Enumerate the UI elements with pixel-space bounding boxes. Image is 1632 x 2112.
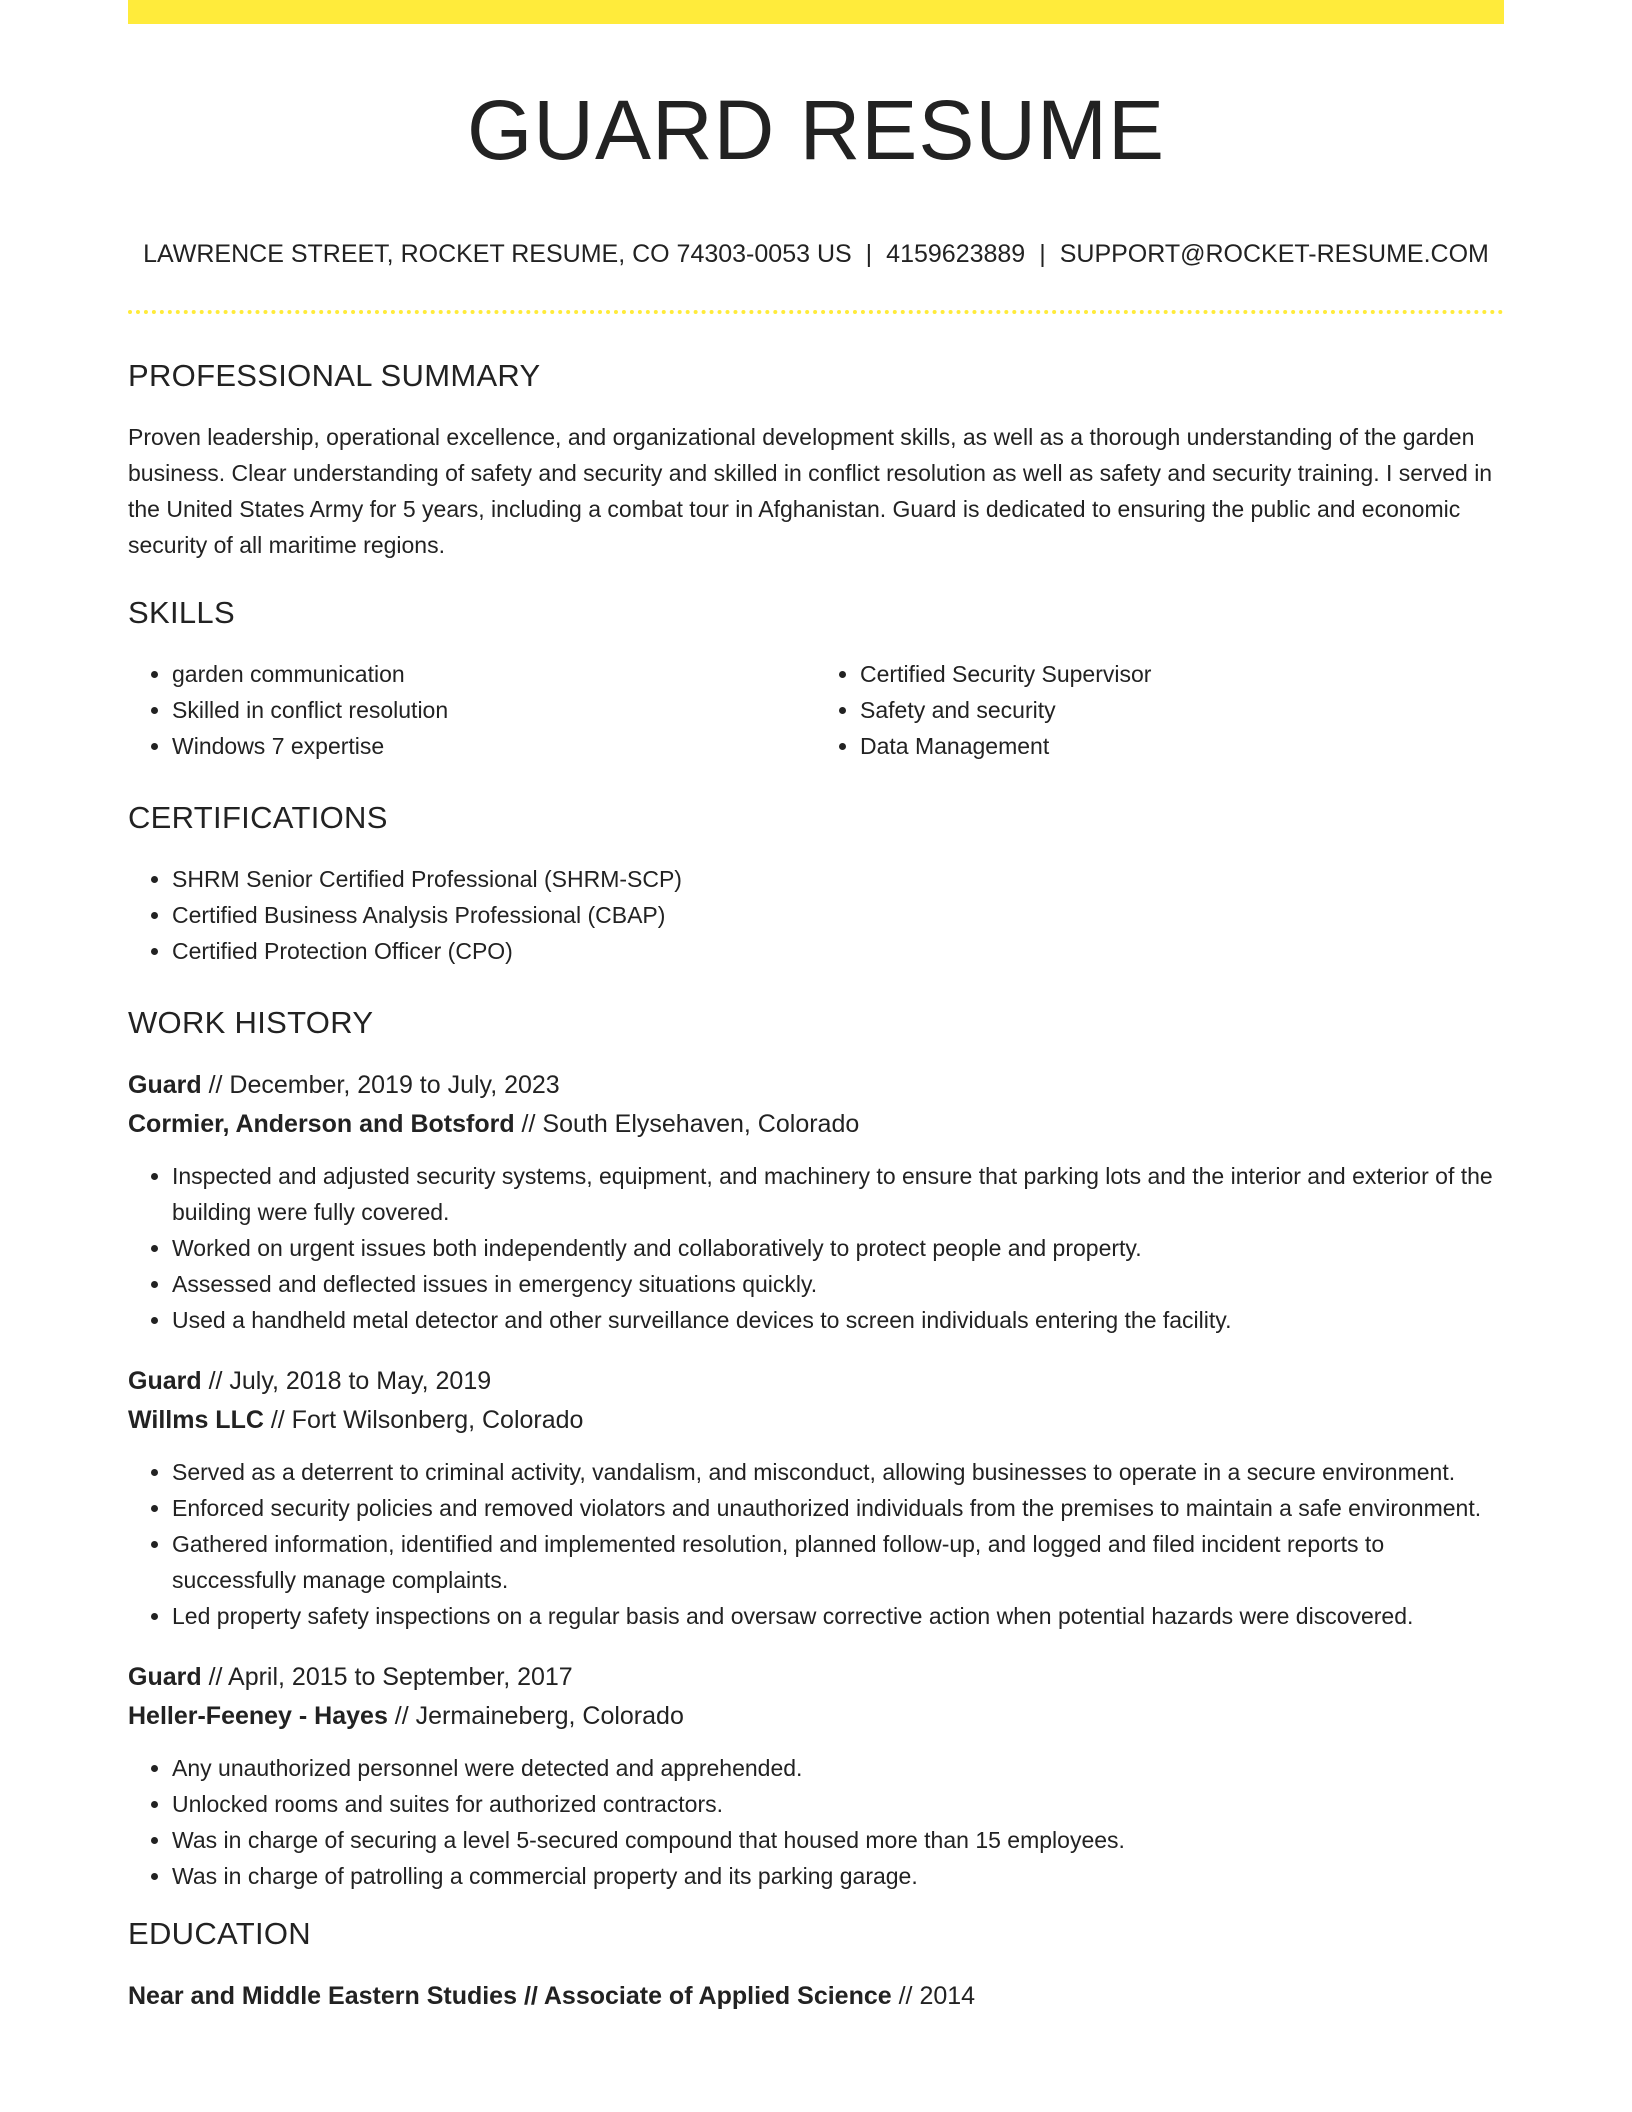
skill-item: • Safety and security xyxy=(860,692,1504,728)
job-entry xyxy=(128,1658,1504,1894)
contact-separator: | xyxy=(865,240,873,268)
job-entry xyxy=(128,1066,1504,1338)
certifications-section xyxy=(128,802,1504,969)
job-dates: // December, 2019 to July, 2023 xyxy=(201,1071,560,1099)
skill-item: • Data Management xyxy=(860,728,1504,764)
contact-line xyxy=(128,242,1504,267)
top-accent-bar xyxy=(128,0,1504,24)
job-dates: // July, 2018 to May, 2019 xyxy=(201,1367,492,1395)
job-bullet: • Inspected and adjusted security systems, equipment, and machinery to ensure that parking lots and the interior and exterior of the building were fully covered. xyxy=(172,1158,1504,1230)
job-location: // South Elysehaven, Colorado xyxy=(514,1110,860,1138)
job-bullet: • Served as a deterrent to criminal activity, vandalism, and misconduct, allowing businesses to operate in a secure environment. xyxy=(172,1454,1504,1490)
work-history-section xyxy=(128,1007,1504,1894)
resume-title: GUARD RESUME xyxy=(466,83,1166,177)
job-location: // Fort Wilsonberg, Colorado xyxy=(263,1406,584,1434)
work-history-heading: WORK HISTORY xyxy=(128,1005,374,1040)
job-bullet: • Led property safety inspections on a regular basis and oversaw corrective action when potential hazards were discovered. xyxy=(172,1598,1504,1634)
job-title: Guard xyxy=(128,1367,202,1395)
skill-item: • Certified Security Supervisor xyxy=(860,656,1504,692)
job-company-line xyxy=(128,1401,1504,1440)
job-entry xyxy=(128,1362,1504,1634)
job-bullet: • Gathered information, identified and implemented resolution, planned follow-up, and logged and filed incident reports to successfully manage complaints. xyxy=(172,1526,1504,1598)
certifications-list xyxy=(128,861,1504,969)
contact-email: SUPPORT@ROCKET-RESUME.COM xyxy=(1059,240,1489,268)
job-title-line xyxy=(128,1066,1504,1105)
certification-item: • SHRM Senior Certified Professional (SHRM-SCP) xyxy=(172,861,1504,897)
skill-item: • garden communication xyxy=(172,656,816,692)
contact-separator: | xyxy=(1039,240,1046,268)
skills-left-list xyxy=(128,656,816,764)
job-bullets xyxy=(128,1158,1504,1338)
job-bullet: • Used a handheld metal detector and other surveillance devices to screen individuals entering the facility. xyxy=(172,1302,1504,1338)
summary-heading: PROFESSIONAL SUMMARY xyxy=(128,358,541,393)
skills-section xyxy=(128,597,1504,764)
job-bullet: • Worked on urgent issues both independently and collaboratively to protect people and property. xyxy=(172,1230,1504,1266)
job-location: // Jermaineberg, Colorado xyxy=(387,1702,684,1730)
skill-item: • Windows 7 expertise xyxy=(172,728,816,764)
job-title: Guard xyxy=(128,1071,202,1099)
skills-columns xyxy=(128,656,1504,764)
certifications-heading: CERTIFICATIONS xyxy=(128,800,388,835)
contact-phone: 4159623889 xyxy=(886,240,1026,268)
job-company-line xyxy=(128,1697,1504,1736)
certification-item: • Certified Business Analysis Professional (CBAP) xyxy=(172,897,1504,933)
job-dates: // April, 2015 to September, 2017 xyxy=(201,1663,573,1691)
job-company: Cormier, Anderson and Botsford xyxy=(128,1110,515,1138)
job-bullet: • Any unauthorized personnel were detected and apprehended. xyxy=(172,1750,1504,1786)
education-degree: Near and Middle Eastern Studies xyxy=(128,1982,517,2010)
skills-heading: SKILLS xyxy=(128,595,235,630)
certification-item: • Certified Protection Officer (CPO) xyxy=(172,933,1504,969)
resume-page xyxy=(128,0,1504,2016)
job-bullets xyxy=(128,1454,1504,1634)
job-title: Guard xyxy=(128,1663,202,1691)
skill-item: • Skilled in conflict resolution xyxy=(172,692,816,728)
dotted-divider xyxy=(128,310,1504,314)
job-bullet: • Enforced security policies and removed violators and unauthorized individuals from the premises to maintain a safe environment. xyxy=(172,1490,1504,1526)
job-bullet: • Unlocked rooms and suites for authorized contractors. xyxy=(172,1786,1504,1822)
education-program: // Associate of Applied Science xyxy=(517,1982,892,2010)
job-title-line xyxy=(128,1362,1504,1401)
job-bullet: • Was in charge of patrolling a commercial property and its parking garage. xyxy=(172,1858,1504,1894)
job-company: Heller-Feeney - Hayes xyxy=(128,1702,388,1730)
job-title-line xyxy=(128,1658,1504,1697)
summary-text: Proven leadership, operational excellence, and organizational development skills, as well as a thorough understanding of the garden business. Clear understanding of safety and security and skilled in conflict resolution as well as safety and security training. I served in the United States Army for 5 years, including a combat tour in Afghanistan. Guard is dedicated to ensuring the public and economic security of all maritime regions. xyxy=(128,424,1493,558)
skills-right-list xyxy=(816,656,1504,764)
summary-section xyxy=(128,360,1504,563)
education-year: // 2014 xyxy=(891,1982,976,2010)
education-heading: EDUCATION xyxy=(128,1916,311,1951)
job-bullet: • Assessed and deflected issues in emergency situations quickly. xyxy=(172,1266,1504,1302)
education-section xyxy=(128,1918,1504,2016)
job-company: Willms LLC xyxy=(128,1406,264,1434)
contact-address: LAWRENCE STREET, ROCKET RESUME, CO 74303-0053 US xyxy=(143,240,852,268)
job-bullet: • Was in charge of securing a level 5-secured compound that housed more than 15 employees. xyxy=(172,1822,1504,1858)
job-bullets xyxy=(128,1750,1504,1894)
education-line xyxy=(128,1977,1504,2016)
job-company-line xyxy=(128,1105,1504,1144)
